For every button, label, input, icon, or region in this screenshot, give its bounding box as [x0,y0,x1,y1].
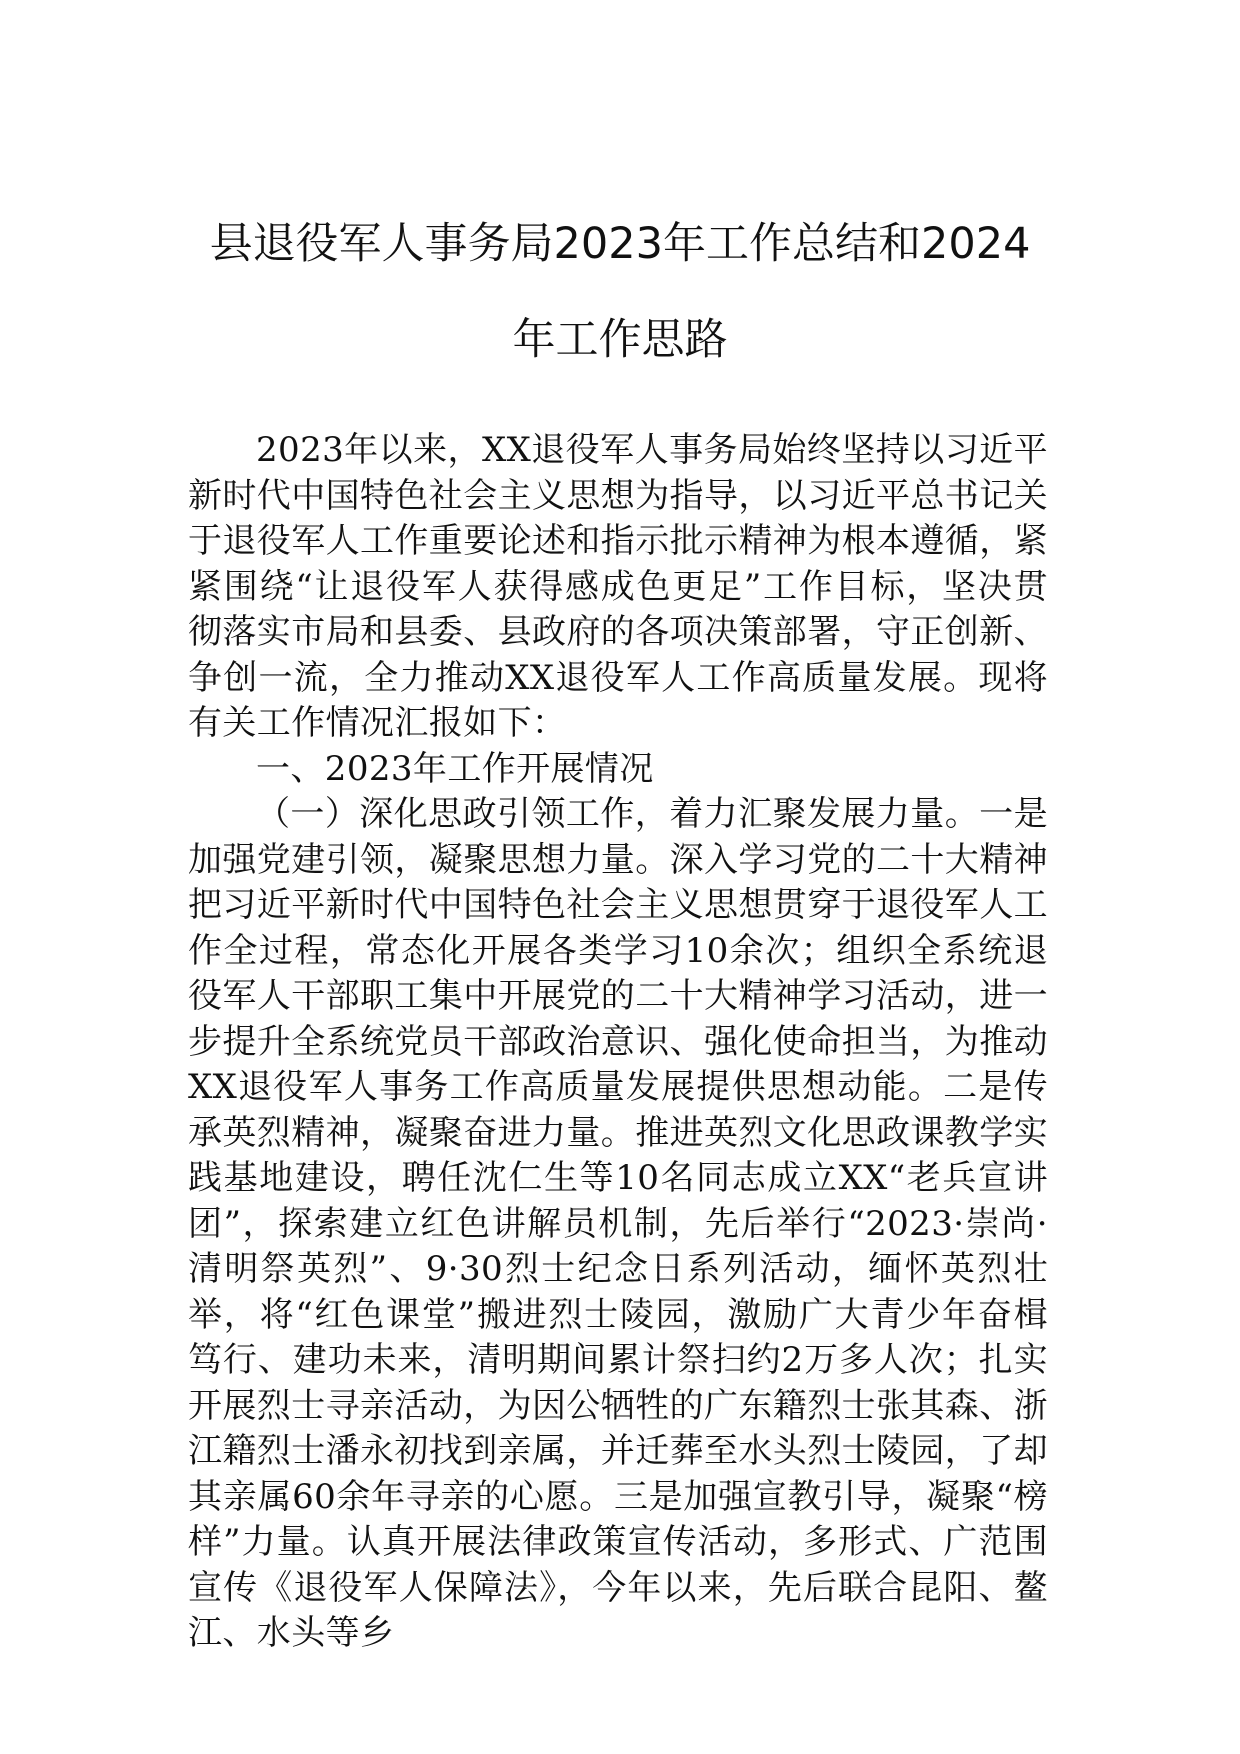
title-line-1: 县退役军人事务局2023年工作总结和2024 [209,219,1031,269]
document-body [188,428,1048,1657]
section-heading: 一、2023年工作开展情况 [256,748,654,789]
section-paragraph: （一）深化思政引领工作，着力汇聚发展力量。一是加强党建引领，凝聚思想力量。深入学习党的二十大精神把习近平新时代中国特色社会主义思想贯穿于退役军人工作全过程，常态化开展各类学习10余次；组织全系统退役军人干部职工集中开展党的二十大精神学习活动，进一步提升全系统党员干部政治意识、强化使命担当，为推动XX退役军人事务工作高质量发展提供思想动能。二是传承英烈精神，凝聚奋进力量。推进英烈文化思政课教学实践基地建设，聘任沈仁生等10名同志成立XX“老兵宣讲团”，探索建立红色讲解员机制，先后举行“2023·崇尚·清明祭英烈”、9·30烈士纪念日系列活动，缅怀英烈壮举，将“红色课堂”搬进烈士陵园，激励广大青少年奋楫笃行、建功未来，清明期间累计祭扫约2万多人次；扎实开展烈士寻亲活动，为因公牺牲的广东籍烈士张其森、浙江籍烈士潘永初找到亲属，并迁葬至水头烈士陵园，了却其亲属60余年寻亲的心愿。三是加强宣教引导，凝聚“榜样”力量。认真开展法律政策宣传活动，多形式、广范围宣传《退役军人保障法》，今年以来，先后联合昆阳、鳌江、水头等乡 [188,794,1048,1653]
document-title [180,196,1060,388]
intro-paragraph: 2023年以来，XX退役军人事务局始终坚持以习近平新时代中国特色社会主义思想为指导，以习近平总书记关于退役军人工作重要论述和指示批示精神为根本遵循，紧紧围绕“让退役军人获得感成色更足”工作目标，坚决贯彻落实市局和县委、县政府的各项决策部署，守正创新、争创一流，全力推动XX退役军人工作高质量发展。现将有关工作情况汇报如下： [188,430,1048,743]
title-line-2: 年工作思路 [512,315,728,365]
